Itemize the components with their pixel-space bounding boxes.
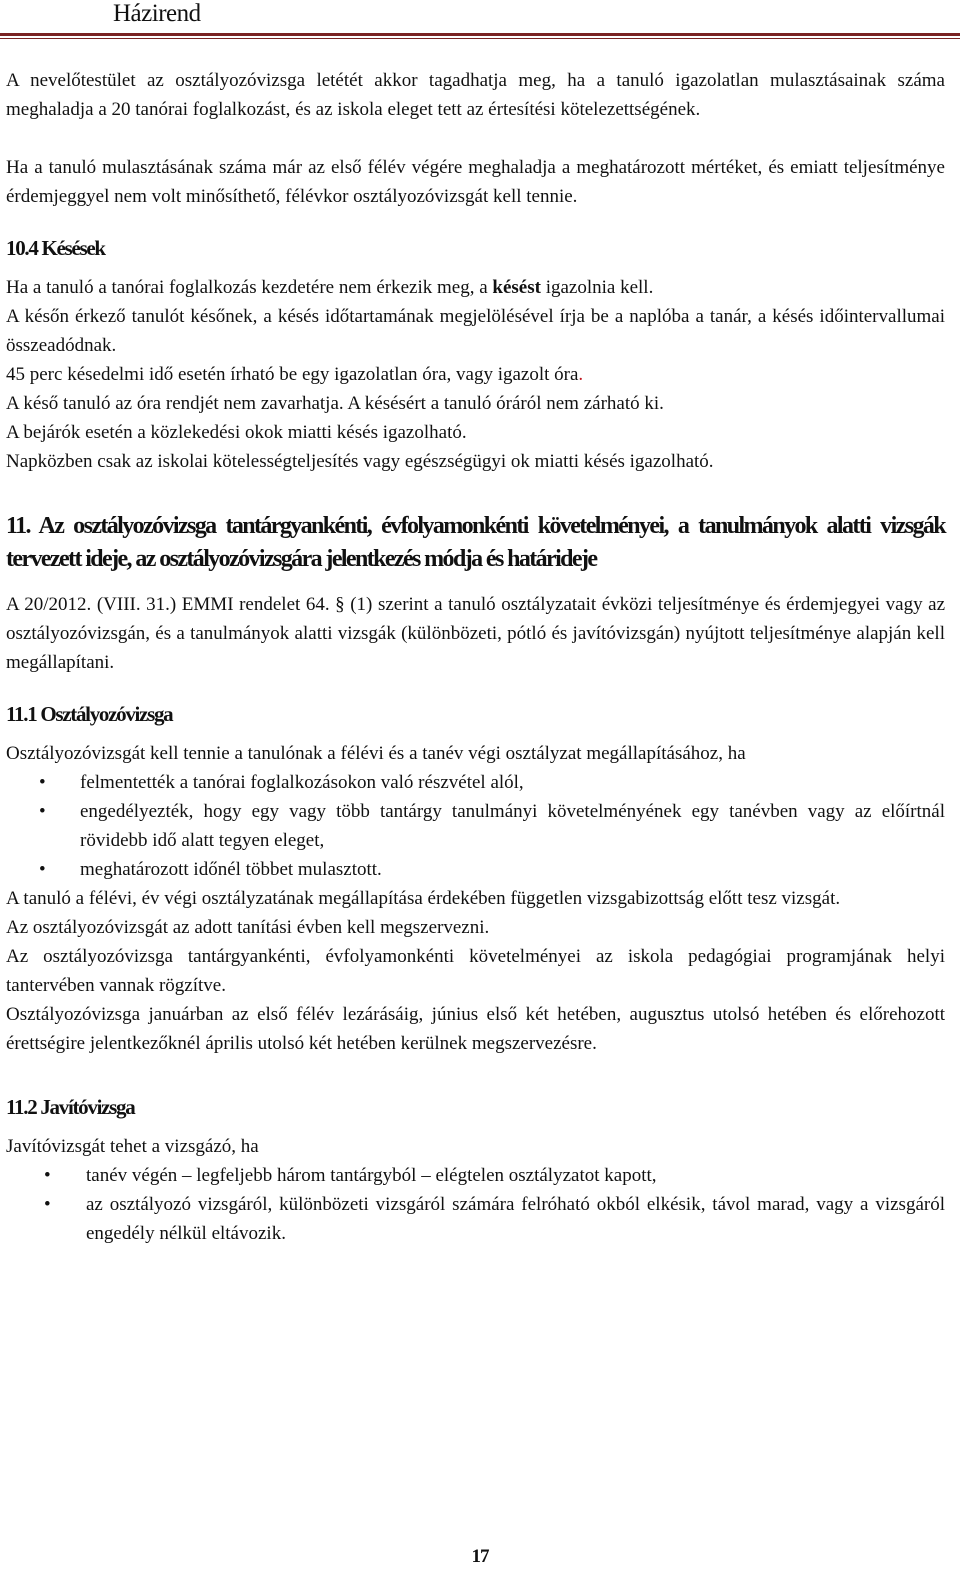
intro-paragraph-1: A nevelőtestület az osztályozóvizsga letétét akkor tagadhatja meg, ha a tanuló igazolatlan mulasztásainak száma meghaladja a 20 tanórai foglalkozást, és az iskola eleget tett az értesítési kötelezettségének. [6,70,945,120]
section-heading-11-1: 11.1 Osztályozóvizsga [6,702,173,726]
section-11-1-paragraph-1: A tanuló a félévi, év végi osztályzatának megállapítása érdekében független vizsgabizottság előtt tesz vizsgát. [6,888,841,909]
bold-term: késést [492,277,541,298]
header-title: Házirend [113,0,201,27]
lateness-line-6: Napközben csak az iskolai kötelességteljesítés vagy egészségügyi ok miatti késés igazolható. [6,451,714,472]
section-heading-11-2: 11.2 Javítóvizsga [6,1095,135,1119]
lateness-line-5: A bejárók esetén a közlekedési okok miatti késés igazolható. [6,422,467,443]
list-item: • az osztályozó vizsgáról, különbözeti vizsgáról számára felróható okból elkésik, távol marad, vagy a vizsgáról engedély nélkül eltávozik. [6,1190,945,1248]
lateness-line-2: A későn érkező tanulót későnek, a késés időtartamának megjelölésével írja be a naplóba a tanár, a késés időintervallumai összeadódnak. [6,306,945,356]
section-11-2-intro: Javítóvizsgát tehet a vizsgázó, ha [6,1136,259,1157]
document-body [6,66,945,1248]
bullet-icon: • [39,772,46,793]
lateness-line-1: Ha a tanuló a tanórai foglalkozás kezdetére nem érkezik meg, a késést igazolnia kell. [6,277,654,298]
section-11-1-intro: Osztályozóvizsgát kell tennie a tanulónak a félévi és a tanév végi osztályzat megállapításához, ha [6,743,746,764]
page-header [0,0,960,40]
page-number: 17 [471,1546,489,1567]
lateness-line-4: A késő tanuló az óra rendjét nem zavarhatja. A késésért a tanuló óráról nem zárható ki. [6,393,664,414]
lateness-line-3: 45 perc késedelmi idő esetén írható be egy igazolatlan óra, vagy igazolt óra. [6,364,584,385]
bullet-icon: • [44,1194,51,1215]
list-item: • felmentették a tanórai foglalkozásokon való részvétel alól, [6,768,945,797]
bullet-icon: • [44,1165,51,1186]
bullet-icon: • [39,801,46,822]
header-rule-thick [0,33,960,36]
red-period: . [578,364,584,385]
section-11-1-paragraph-4: Osztályozóvizsga januárban az első félév lezárásáig, június első két hetében, augusztus utolsó hetében és előrehozott érettségire jelentkezőknél április utolsó két hetében kerülnek megszervezésre. [6,1004,945,1054]
section-11-paragraph: A 20/2012. (VIII. 31.) EMMI rendelet 64. § (1) szerint a tanuló osztályzatait évközi teljesítménye és érdemjegyei vagy az osztályozóvizsgán, és a tanulmányok alatti vizsgák (különbözeti, pótló és javítóvizsgán) nyújtott teljesítménye alapján kell megállapítani. [6,594,945,673]
javito-conditions-list [6,1161,945,1248]
intro-paragraph-2: Ha a tanuló mulasztásának száma már az első félév végére meghaladja a meghatározott mértéket, és emiatt teljesítménye érdemjeggyel nem volt minősíthető, félévkor osztályozóvizsgát kell tennie. [6,157,945,207]
header-rule-thin [0,38,960,39]
section-11-1-paragraph-3: Az osztályozóvizsga tantárgyankénti, évfolyamonkénti követelményei az iskola pedagógiai programjának helyi tantervében vannak rögzítve. [6,946,945,996]
list-item: • engedélyezték, hogy egy vagy több tantárgy tanulmányi követelményének egy tanévben vagy az előírtnál rövidebb idő alatt tegyen eleget, [6,797,945,855]
section-10-4-body [6,273,945,476]
osztalyozo-conditions-list [6,768,945,884]
section-heading-10-4: 10.4 Késések [6,236,105,260]
bullet-icon: • [39,859,46,880]
list-item: • meghatározott időnél többet mulasztott. [6,855,945,884]
list-item: • tanév végén – legfeljebb három tantárgyból – elégtelen osztályzatot kapott, [6,1161,945,1190]
section-heading-11: 11. Az osztályozóvizsga tantárgyankénti, évfolyamonkénti követelményei, a tanulmányok alatti vizsgák tervezett ideje, az osztályozóvizsgára jelentkezés módja és határideje [6,513,945,572]
section-11-1-paragraph-2: Az osztályozóvizsgát az adott tanítási évben kell megszervezni. [6,917,490,938]
